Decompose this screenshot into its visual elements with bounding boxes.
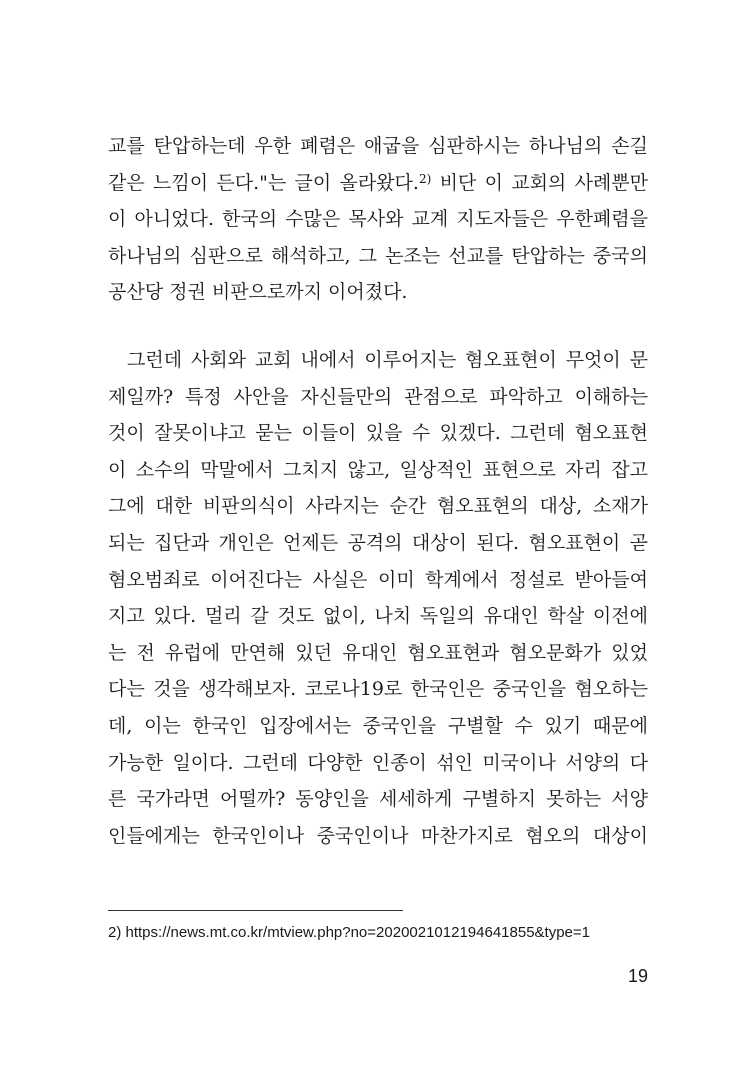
text-line: 이 아니었다. 한국의 수많은 목사와 교계 지도자들은 우한폐렴을 <box>108 208 648 231</box>
text-line-with-footnote <box>108 165 648 202</box>
text-line: 공산당 정권 비판으로까지 이어졌다. <box>108 281 408 304</box>
text-line: 교를 탄압하는데 우한 폐렴은 애굽을 심판하시는 하나님의 손길 <box>108 135 648 157</box>
footnote: 2) https://news.mt.co.kr/mtview.php?no=2020021012194641855&type=1 <box>108 924 590 941</box>
text-line: 되는 집단과 개인은 언제든 공격의 대상이 된다. 혐오표현이 곧 <box>108 531 648 554</box>
paragraph-spacer <box>108 311 648 342</box>
text-line: 는 전 유럽에 만연해 있던 유대인 혐오표현과 혐오문화가 있었 <box>108 641 648 664</box>
text-line: 지고 있다. 멀리 갈 것도 없이, 나치 독일의 유대인 학살 이전에 <box>108 605 648 628</box>
text-line: 하나님의 심판으로 해석하고, 그 논조는 선교를 탄압하는 중국의 <box>108 244 648 267</box>
text-segment: 같은 느낌이 든다."는 글이 올라왔다. <box>108 171 419 194</box>
text-line: 른 국가라면 어떨까? 동양인을 세세하게 구별하지 못하는 서양 <box>108 788 648 811</box>
text-line: 이 소수의 막말에서 그치지 않고, 일상적인 표현으로 자리 잡고 <box>108 458 648 481</box>
text-line: 것이 잘못이냐고 묻는 이들이 있을 수 있겠다. 그런데 혐오표현 <box>108 422 648 445</box>
text-line: 데, 이는 한국인 입장에서는 중국인을 구별할 수 있기 때문에 <box>108 714 648 737</box>
text-line: 그에 대한 비판의식이 사라지는 순간 혐오표현의 대상, 소재가 <box>108 495 648 518</box>
body-text <box>108 128 648 854</box>
text-line: 제일까? 특정 사안을 자신들만의 관점으로 파악하고 이해하는 <box>108 385 648 408</box>
text-line: 그런데 사회와 교회 내에서 이루어지는 혐오표현이 무엇이 문 <box>127 348 648 371</box>
footnote-divider <box>108 910 403 911</box>
paragraph-1 <box>108 128 648 311</box>
footnote-reference[interactable]: 2) <box>418 171 432 186</box>
text-line: 가능한 일이다. 그런데 다양한 인종이 섞인 미국이나 서양의 다 <box>108 751 648 774</box>
page-number: 19 <box>627 966 648 986</box>
text-line: 다는 것을 생각해보자. 코로나19로 한국인은 중국인을 혐오하는 <box>108 678 648 701</box>
text-line: 인들에게는 한국인이나 중국인이나 마찬가지로 혐오의 대상이 <box>108 824 648 847</box>
paragraph-2 <box>108 342 648 854</box>
text-line: 혐오범죄로 이어진다는 사실은 이미 학계에서 정설로 받아들여 <box>108 568 648 591</box>
text-segment: 비단 이 교회의 사례뿐만 <box>431 171 648 194</box>
